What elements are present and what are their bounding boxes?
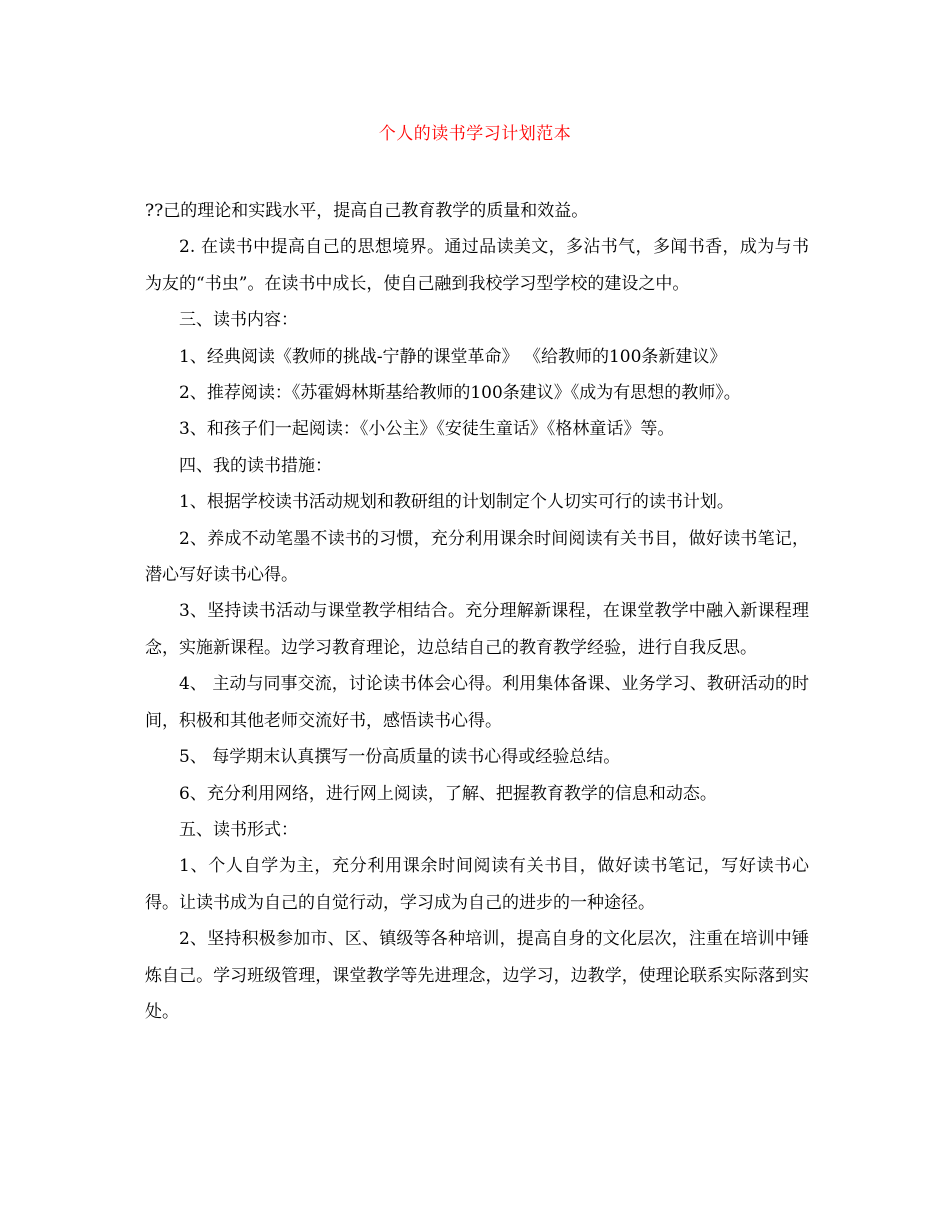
paragraph-measure-3: 3、坚持读书活动与课堂教学相结合。充分理解新课程，在课堂教学中融入新课程理念，实施新课程。边学习教育理论，边总结自己的教育教学经验，进行自我反思。 bbox=[145, 601, 809, 658]
paragraph-content-2: 2、推荐阅读：《苏霍姆林斯基给教师的100条建议》《成为有思想的教师》。 bbox=[179, 383, 741, 404]
paragraph-form-1: 1、个人自学为主，充分利用课余时间阅读有关书目，做好读书笔记，写好读书心得。让读书成为自己的自觉行动，学习成为自己的进步的一种途径。 bbox=[145, 856, 809, 913]
paragraph-goal-2: 2. 在读书中提高自己的思想境界。通过品读美文，多沾书气，多闻书香，成为与书为友的“书虫”。在读书中成长，使自己融到我校学习型学校的建设之中。 bbox=[145, 237, 809, 294]
paragraph-measure-5: 5、 每学期末认真撰写一份高质量的读书心得或经验总结。 bbox=[179, 747, 621, 768]
paragraph-measure-4: 4、 主动与同事交流，讨论读书体会心得。利用集体备课、业务学习、教研活动的时间，积极和其他老师交流好书，感悟读书心得。 bbox=[145, 674, 809, 731]
document-title: 个人的读书学习计划范本 bbox=[378, 124, 572, 144]
paragraph-content-1: 1、经典阅读《教师的挑战-宁静的课堂革命》 《给教师的100条新建议》 bbox=[179, 346, 727, 367]
paragraph-measure-1: 1、根据学校读书活动规划和教研组的计划制定个人切实可行的读书计划。 bbox=[179, 492, 734, 513]
paragraph-intro-continuation: ??己的理论和实践水平，提高自己教育教学的质量和效益。 bbox=[145, 201, 589, 221]
paragraph-content-3: 3、和孩子们一起阅读：《小公主》《安徒生童话》《格林童话》等。 bbox=[179, 419, 675, 440]
section-heading-measures: 四、我的读书措施： bbox=[179, 455, 332, 476]
section-heading-reading-content: 三、读书内容： bbox=[179, 310, 298, 331]
paragraph-measure-2: 2、养成不动笔墨不读书的习惯，充分利用课余时间阅读有关书目，做好读书笔记，潜心写好读书心得。 bbox=[145, 528, 809, 586]
section-heading-forms: 五、读书形式： bbox=[179, 819, 298, 840]
paragraph-measure-6: 6、充分利用网络，进行网上阅读，了解、把握教育教学的信息和动态。 bbox=[179, 783, 717, 804]
paragraph-form-2: 2、坚持积极参加市、区、镇级等各种培训，提高自身的文化层次，注重在培训中锤炼自己。学习班级管理，课堂教学等先进理念，边学习，边教学，使理论联系实际落到实处。 bbox=[145, 929, 809, 1022]
document-body bbox=[145, 193, 809, 1030]
